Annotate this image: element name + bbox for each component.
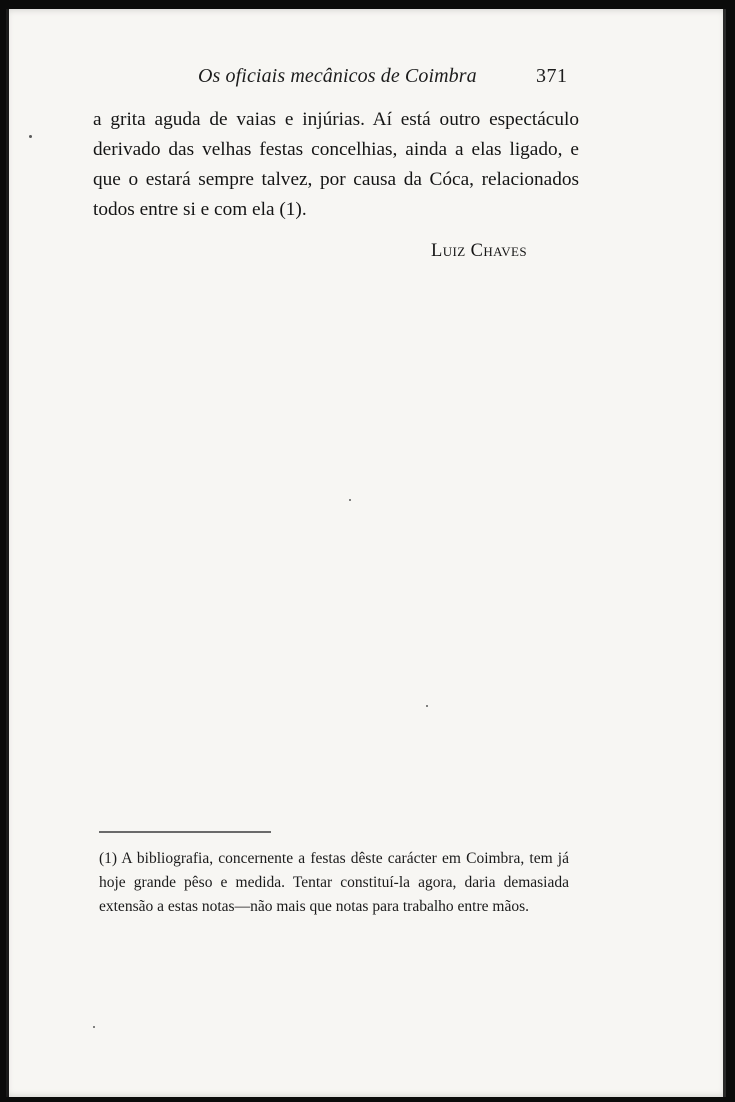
page-edge-left <box>6 9 9 1097</box>
body-paragraph <box>93 105 579 225</box>
footnote <box>99 847 569 919</box>
footnote-reference[interactable]: (1) <box>279 199 302 220</box>
page-edge-right <box>723 9 726 1097</box>
running-title: Os oficiais mecânicos de Coimbra <box>198 65 477 87</box>
page-number: 371 <box>536 65 568 87</box>
footnote-text: A bibliografia, concernente a festas dêste carácter em Coimbra, tem já hoje grande pêso e medida. Tentar constituí-la agora, daria demasiada extensão a estas notas—não mais que notas para trabalho entre mãos. <box>99 850 569 915</box>
scan-speck <box>93 1026 95 1028</box>
author-signature: Luiz Chaves <box>431 241 527 261</box>
scanned-page <box>6 9 726 1097</box>
running-head <box>6 59 726 89</box>
footnote-marker: (1) <box>99 850 118 867</box>
scan-speck <box>426 705 428 707</box>
paragraph-text: a grita aguda de vaias e injúrias. Aí está outro espectáculo derivado das velhas festas concelhias, ainda a elas ligado, e que o estará sempre talvez, por causa da Cóca, relacionados todos entre si e com ela <box>93 109 579 220</box>
scan-speck <box>29 135 32 138</box>
footnote-rule <box>99 831 271 833</box>
scan-speck <box>349 499 351 501</box>
paragraph-closing: . <box>301 199 307 220</box>
